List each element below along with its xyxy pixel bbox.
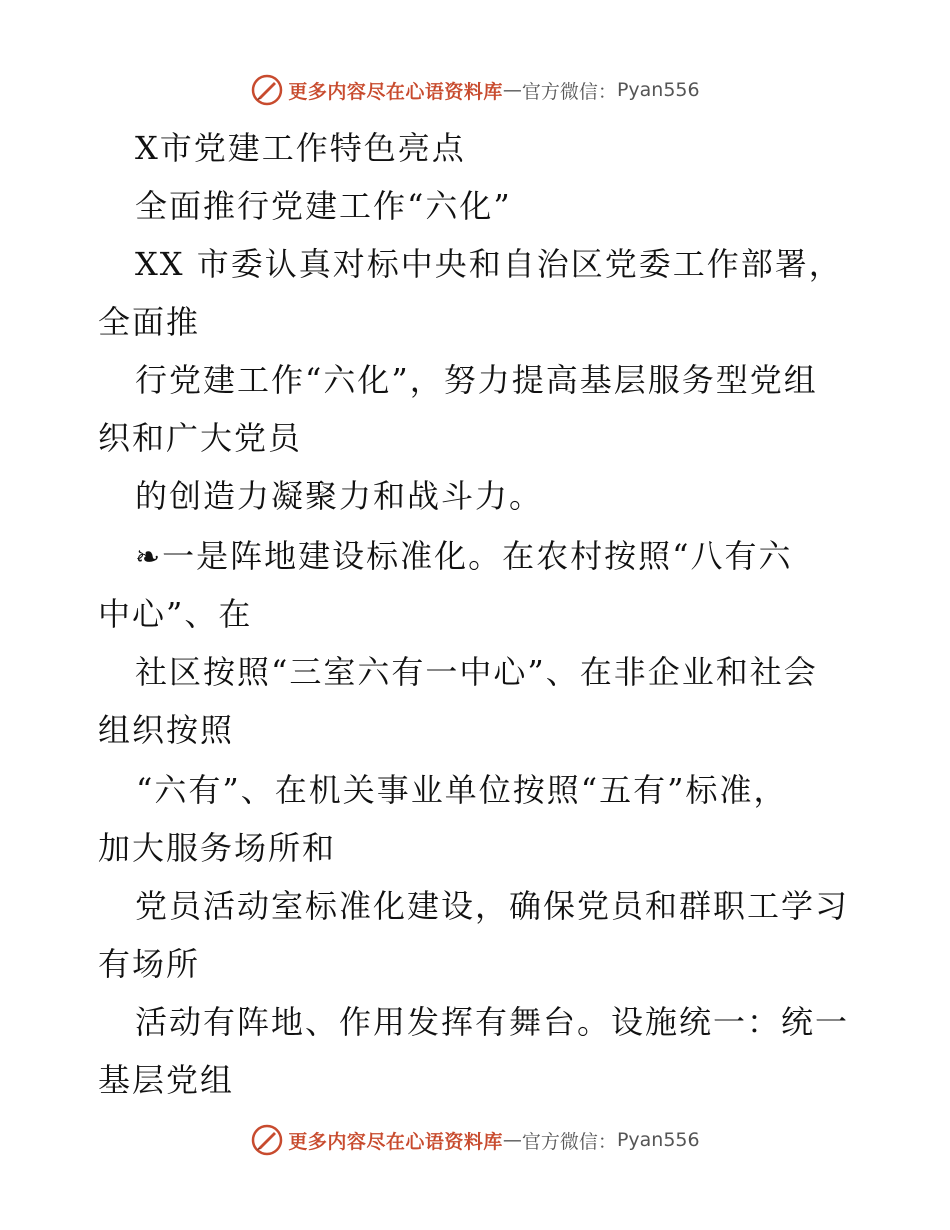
doc-subtitle: 全面推行党建工作“六化” — [135, 187, 512, 225]
quill-pen-logo-icon — [250, 1123, 284, 1157]
doc-title: X市党建工作特色亮点 — [135, 129, 466, 167]
banner-wechat-id: Pyan556 — [616, 1129, 700, 1151]
doc-line: 基层党组 — [98, 1061, 235, 1099]
doc-line: 全面推 — [98, 303, 201, 341]
fleuron-bullet-icon: ❧ — [135, 540, 163, 575]
banner-wechat-label: 官方微信： — [521, 80, 617, 103]
doc-line: 有场所 — [98, 945, 201, 983]
doc-line: 加大服务场所和 — [98, 829, 337, 867]
doc-line: 行党建工作“六化”，努力提高基层服务型党组 — [135, 361, 818, 399]
header-banner — [0, 70, 950, 110]
banner-wechat-label: 官方微信： — [521, 1130, 617, 1153]
doc-line: “六有”、在机关事业单位按照“五有”标准， — [136, 771, 788, 809]
doc-line: 中心”、在 — [98, 595, 253, 633]
doc-line: 组织按照 — [98, 711, 235, 749]
doc-line: XX 市委认真对标中央和自治区党委工作部署， — [135, 245, 843, 283]
banner-text: 更多内容尽在心语资料库 — [288, 80, 503, 103]
doc-line: 社区按照“三室六有一中心”、在非企业和社会 — [135, 653, 818, 691]
quill-pen-logo-icon — [250, 73, 284, 107]
banner-wechat-id: Pyan556 — [616, 79, 700, 101]
doc-line: 活动有阵地、作用发挥有舞台。设施统一：统一 — [135, 1003, 850, 1041]
doc-line: 党员活动室标准化建设，确保党员和群职工学习 — [135, 887, 850, 925]
doc-line: 的创造力凝聚力和战斗力。 — [135, 477, 544, 515]
banner-dash: — — [502, 79, 522, 101]
doc-line-bullet — [135, 536, 935, 578]
doc-line: 织和广大党员 — [98, 419, 303, 457]
banner-text: 更多内容尽在心语资料库 — [288, 1130, 503, 1153]
footer-banner — [0, 1120, 950, 1160]
banner-dash: — — [502, 1129, 522, 1151]
doc-line-text: 一是阵地建设标准化。在农村按照“八有六 — [162, 537, 793, 575]
